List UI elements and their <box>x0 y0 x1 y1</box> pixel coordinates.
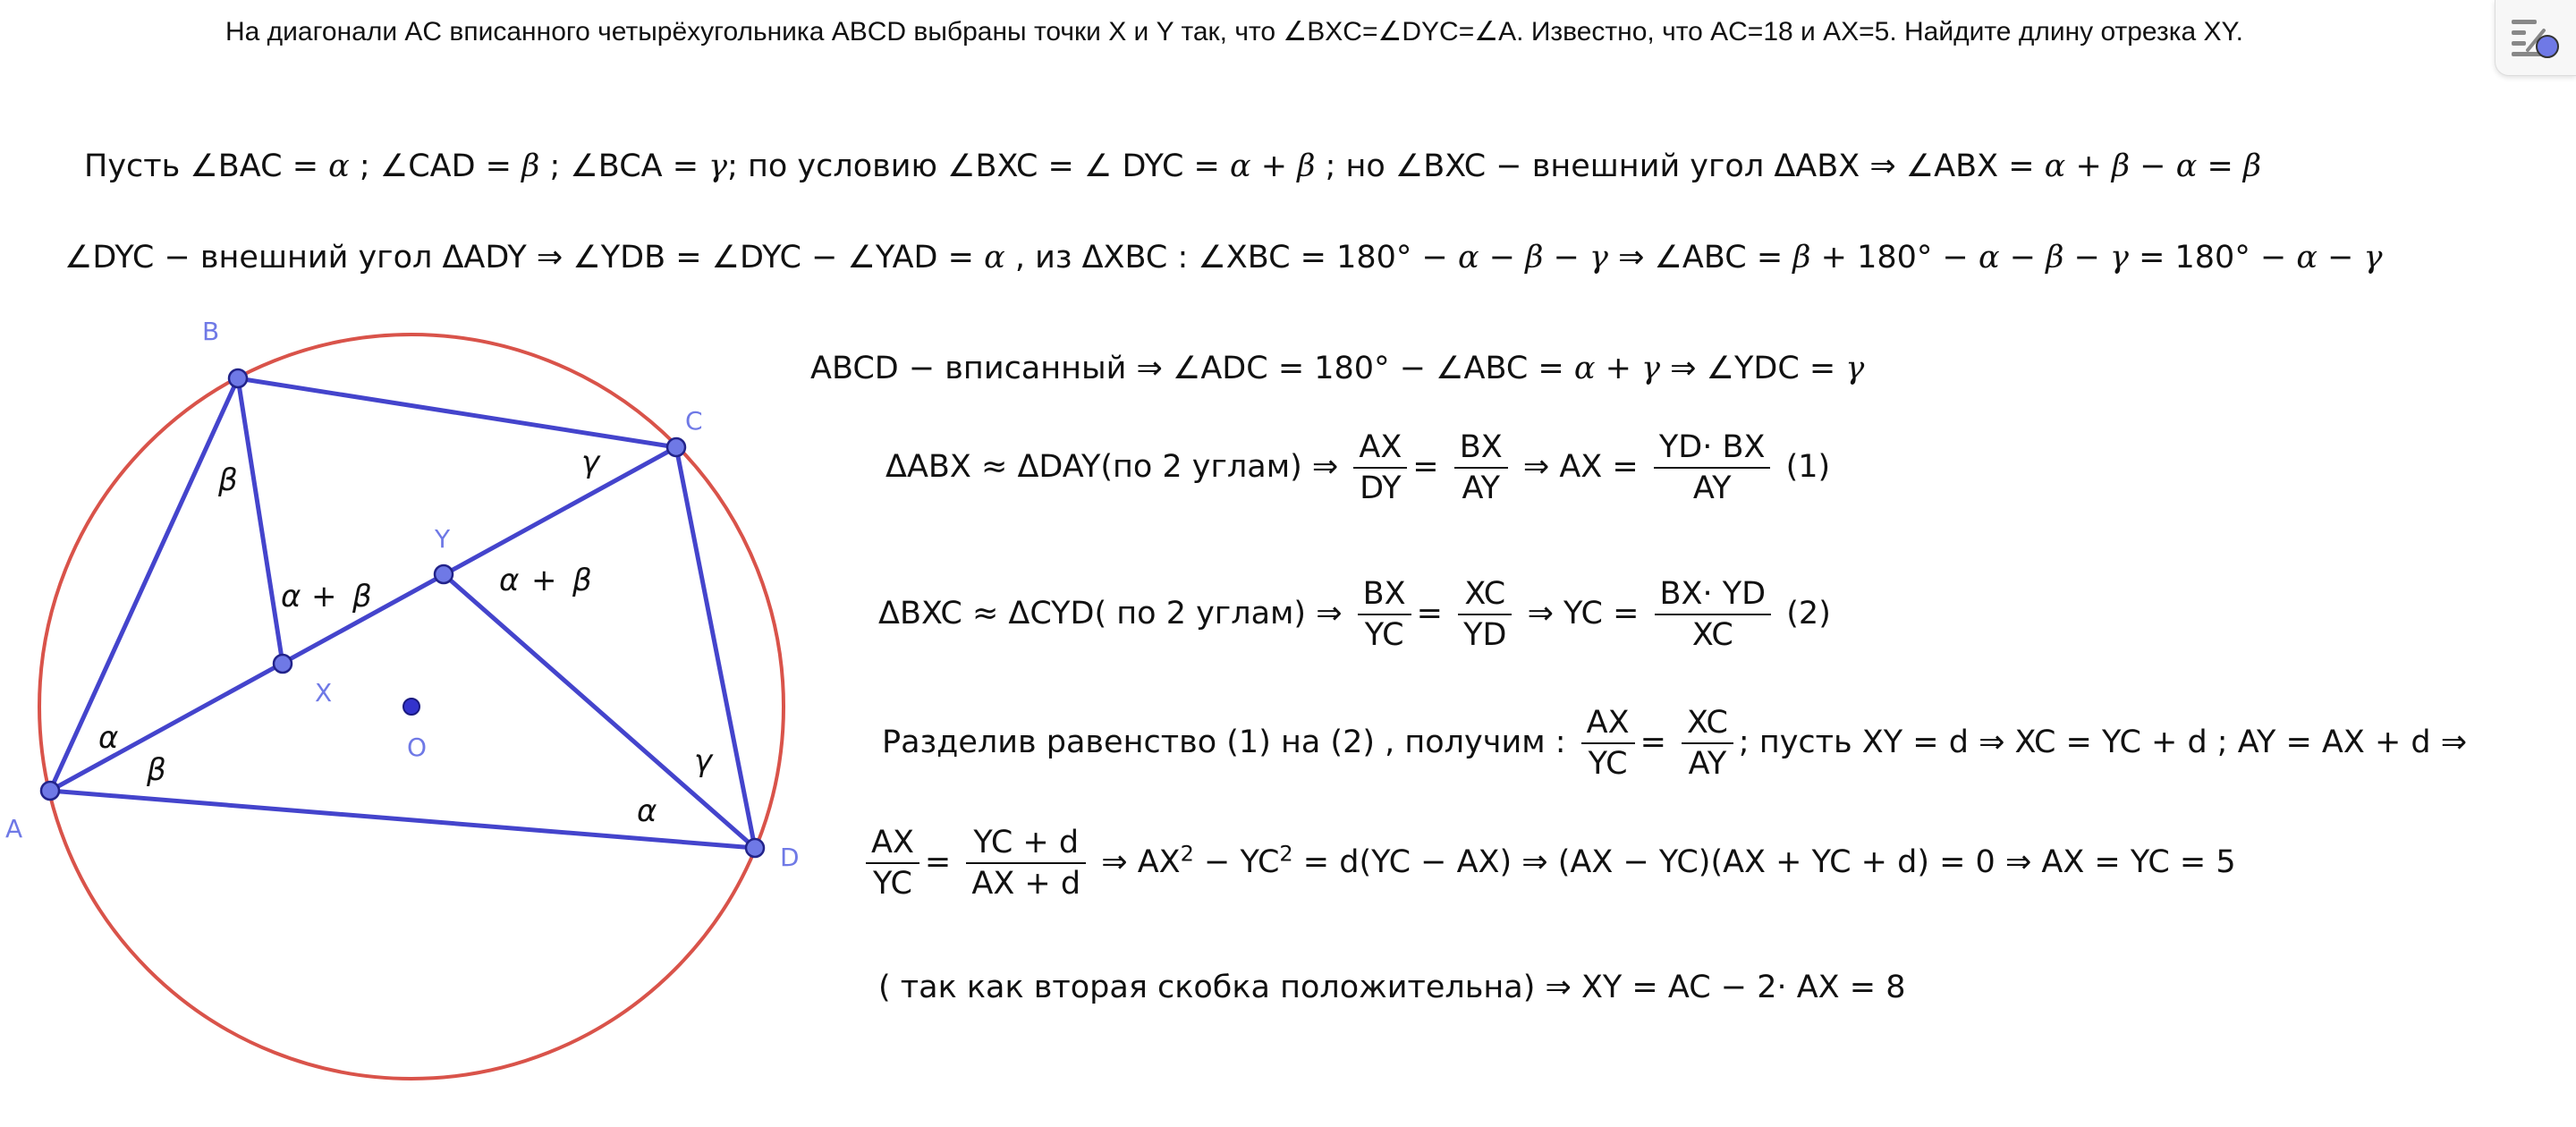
label-o: O <box>407 733 428 762</box>
alpha-symbol: α <box>2044 148 2066 184</box>
text: ΔABX ≈ ΔDAY(по 2 углам) ⇒ <box>886 449 1349 485</box>
alpha-symbol: α <box>1229 148 1251 184</box>
text: ABCD − вписанный ⇒ ∠ADC = 180° − ∠ABC = <box>810 351 1574 386</box>
text: = <box>2197 148 2243 184</box>
beta-symbol: β <box>1525 240 1544 275</box>
equals: = <box>1640 724 1666 760</box>
alpha-symbol: α <box>328 148 350 184</box>
fraction <box>1682 703 1733 784</box>
angle-label-beta-a: β <box>147 752 166 788</box>
numerator: YD· BX <box>1654 428 1771 469</box>
numerator: AX <box>1353 428 1407 469</box>
text: ⇒ ∠ABC = <box>1607 240 1793 275</box>
text: , из ΔXBC : ∠XBC = 180° − <box>1004 240 1459 275</box>
text: − <box>2130 148 2176 184</box>
fraction <box>1655 574 1772 655</box>
label-d: D <box>780 843 800 872</box>
numerator: XC <box>1458 574 1512 615</box>
angle-label-beta-b: β <box>218 462 238 498</box>
fraction <box>1581 703 1635 784</box>
text: ⇒ ∠YDC = <box>1660 351 1846 386</box>
menu-icon <box>2508 11 2563 64</box>
fraction <box>866 823 919 903</box>
exponent: 2 <box>1180 841 1194 867</box>
fraction <box>1358 574 1411 655</box>
angle-label-plus-x: + <box>311 579 337 614</box>
angle-label-beta-y: β <box>572 563 592 598</box>
text: − <box>1999 240 2046 275</box>
fraction <box>1454 428 1508 508</box>
text: + 180° − <box>1810 240 1979 275</box>
numerator: XC <box>1682 703 1733 744</box>
point-o[interactable] <box>403 699 419 715</box>
text: − <box>1479 240 1526 275</box>
solution-line-7 <box>860 823 2236 903</box>
angle-label-beta-x: β <box>352 579 372 614</box>
text: ; ∠BCA = <box>539 148 709 184</box>
point-x[interactable] <box>274 655 292 673</box>
solution-line-2 <box>64 240 2383 275</box>
text: Разделив равенство (1) на (2) , получим : <box>882 724 1576 760</box>
beta-symbol: β <box>1792 240 1811 275</box>
beta-symbol: β <box>2242 148 2262 184</box>
label-y: Y <box>435 524 451 554</box>
text: ; ∠CAD = <box>349 148 522 184</box>
numerator: BX <box>1358 574 1411 615</box>
problem-statement: На диагонали AC вписанного четырёхугольника ABCD выбраны точки X и Y так, что ∠BXC=∠DYC=∠A. Известно, что AC=18 и AX=5. Найдите длину отрезка XY. <box>225 17 2244 47</box>
fraction <box>966 823 1086 903</box>
alpha-symbol: α <box>1978 240 2000 275</box>
text: ⇒ AX = <box>1522 449 1648 485</box>
angle-label-alpha-x: α <box>281 579 301 614</box>
gamma-symbol: γ <box>1845 351 1865 386</box>
angle-label-alpha-a: α <box>98 720 119 756</box>
text: − <box>2063 240 2111 275</box>
solution-line-8: ( так как вторая скобка положительна) ⇒ XY = AC − 2· AX = 8 <box>878 970 1906 1005</box>
text: − <box>1543 240 1590 275</box>
denominator: AY <box>1688 746 1727 782</box>
numerator: BX <box>1454 428 1508 469</box>
alpha-symbol: α <box>984 240 1005 275</box>
denominator: YC <box>873 866 912 902</box>
numerator: BX· YD <box>1655 574 1772 615</box>
denominator: XC <box>1691 617 1733 653</box>
text: ⇒ YC = <box>1527 596 1649 631</box>
fraction <box>1353 428 1407 508</box>
point-c[interactable] <box>667 438 685 456</box>
text: (1) <box>1785 449 1831 485</box>
text: + <box>1595 351 1642 386</box>
text: + <box>2065 148 2112 184</box>
denominator: YC <box>1588 746 1628 782</box>
label-a: A <box>5 814 23 843</box>
text: ΔBXC ≈ ΔCYD( по 2 углам) ⇒ <box>878 596 1352 631</box>
text: − YC <box>1193 844 1280 880</box>
equals: = <box>924 844 952 880</box>
text: ; но ∠BXC − внешний угол ΔABX ⇒ ∠ABX = <box>1315 148 2045 184</box>
label-x: X <box>315 678 333 708</box>
solution-line-3 <box>810 351 1864 386</box>
denominator: YD <box>1463 617 1507 653</box>
angle-label-alpha-y: α <box>499 563 520 598</box>
point-d[interactable] <box>746 839 764 857</box>
text: − <box>2318 240 2364 275</box>
gamma-symbol: γ <box>708 148 728 184</box>
fraction <box>1458 574 1512 655</box>
text: ; по условию ∠BXC = ∠ DYC = <box>727 148 1230 184</box>
point-b[interactable] <box>229 369 247 387</box>
beta-symbol: β <box>521 148 540 184</box>
alpha-symbol: α <box>1458 240 1479 275</box>
gamma-symbol: γ <box>2110 240 2129 275</box>
denominator: YC <box>1364 617 1404 653</box>
geometry-figure <box>0 295 805 1100</box>
text: Пусть ∠BAC = <box>84 148 329 184</box>
text: ∠DYC − внешний угол ΔADY ⇒ ∠YDB = ∠DYC − ∠YAD = <box>64 240 985 275</box>
text: = 180° − <box>2128 240 2297 275</box>
solution-line-4 <box>886 428 1830 508</box>
text: + <box>1250 148 1298 184</box>
point-a[interactable] <box>41 782 59 800</box>
solution-line-1 <box>84 148 2261 184</box>
numerator: AX <box>1581 703 1635 744</box>
alpha-symbol: α <box>2175 148 2198 184</box>
exponent: 2 <box>1279 841 1293 867</box>
text: ; пусть XY = d ⇒ XC = YC + d ; AY = AX + d ⇒ <box>1738 724 2468 760</box>
equals: = <box>1416 596 1443 631</box>
numerator: AX <box>866 823 919 864</box>
denominator: AY <box>1462 470 1501 506</box>
beta-symbol: β <box>2046 240 2064 275</box>
segment-bx <box>238 378 283 664</box>
gamma-symbol: γ <box>2363 240 2383 275</box>
denominator: AX + d <box>971 866 1081 902</box>
label-c: C <box>685 406 703 436</box>
label-b: B <box>202 317 220 346</box>
alpha-symbol: α <box>1573 351 1596 386</box>
angle-label-alpha-d: α <box>637 793 657 829</box>
text: (2) <box>1786 596 1831 631</box>
solution-line-6 <box>882 703 2467 784</box>
text: ⇒ AX <box>1101 844 1181 880</box>
gamma-symbol: γ <box>1641 351 1661 386</box>
beta-symbol: β <box>2111 148 2131 184</box>
text: = d(YC − AX) ⇒ (AX − YC)(AX + YC + d) = 0 ⇒ AX = YC = 5 <box>1292 844 2236 880</box>
denominator: AY <box>1692 470 1732 506</box>
equals: = <box>1412 449 1439 485</box>
angle-label-gamma-c: γ <box>581 445 600 480</box>
denominator: DY <box>1360 470 1402 506</box>
solution-line-5 <box>878 574 1831 655</box>
numerator: YC + d <box>966 823 1086 864</box>
menu-button[interactable] <box>2495 0 2576 76</box>
point-y[interactable] <box>435 565 453 583</box>
beta-symbol: β <box>1297 148 1316 184</box>
angle-label-gamma-d: γ <box>694 743 713 779</box>
angle-label-plus-y: + <box>531 563 557 598</box>
gamma-symbol: γ <box>1589 240 1608 275</box>
diagonal-ac <box>50 447 676 791</box>
alpha-symbol: α <box>2296 240 2318 275</box>
fraction <box>1654 428 1771 508</box>
